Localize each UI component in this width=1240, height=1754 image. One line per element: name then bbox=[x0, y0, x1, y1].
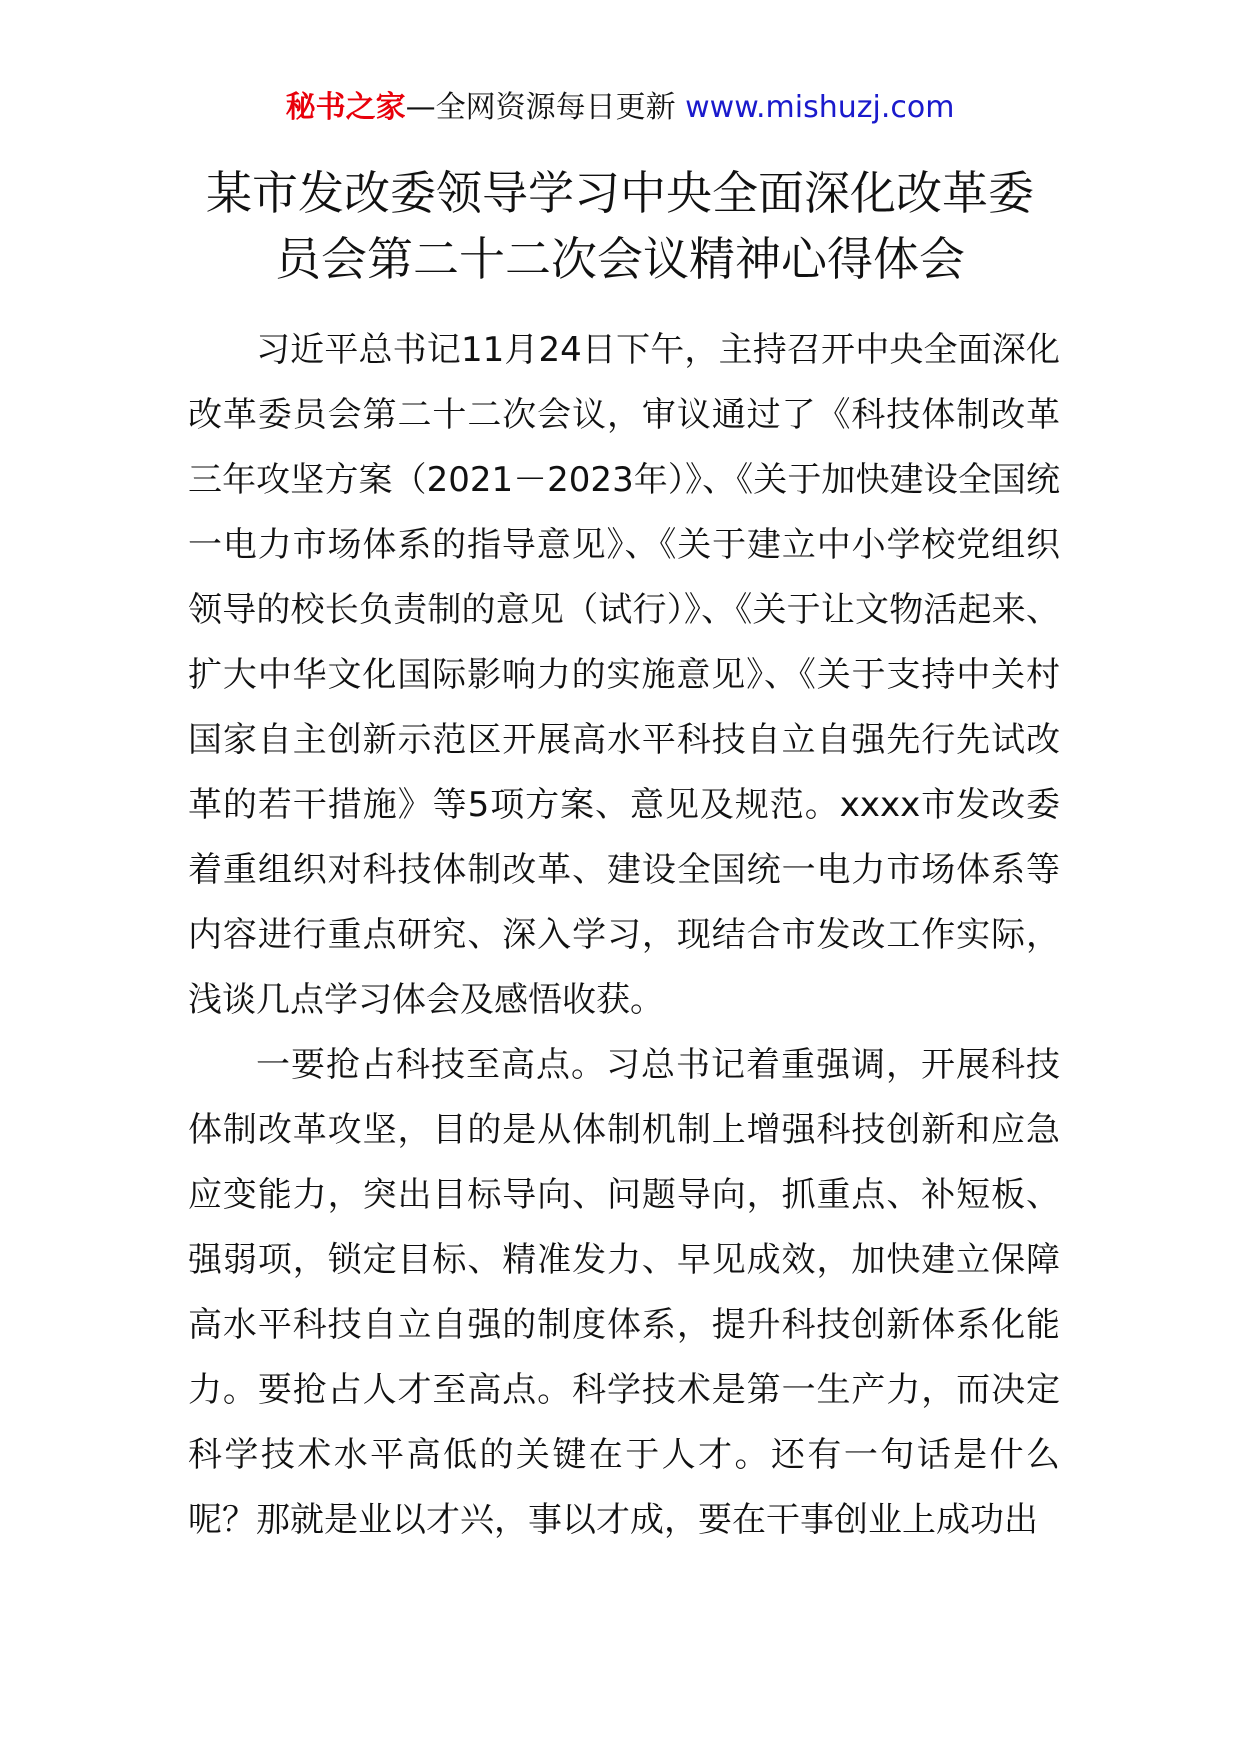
site-header bbox=[0, 88, 1240, 128]
site-brand: 秘书之家 bbox=[285, 90, 406, 125]
title-line-2: 员会第二十二次会议精神心得体会 bbox=[275, 232, 965, 286]
title-line-1: 某市发改委领导学习中央全面深化改革委 bbox=[206, 166, 1034, 220]
site-tagline: —全网资源每日更新 bbox=[405, 90, 686, 125]
document-title bbox=[0, 160, 1240, 292]
paragraph-point-one: 一要抢占科技至高点。习总书记着重强调，开展科技体制改革攻坚，目的是从体制机制上增强科技创新和应急应变能力，突出目标导向、问题导向，抓重点、补短板、强弱项，锁定目标、精准发力、早见成效，加快建立保障高水平科技自立自强的制度体系，提升科技创新体系化能力。要抢占人才至高点。科学技术是第一生产力，而决定科学技术水平高低的关键在于人才。还有一句话是什么呢？那就是业以才兴，事以才成，要在干事创业上成功出 bbox=[188, 1045, 1060, 1540]
document-body bbox=[188, 318, 1060, 1553]
site-url-link[interactable]: www.mishuzj.com bbox=[685, 90, 955, 125]
paragraph-intro: 习近平总书记11月24日下午，主持召开中央全面深化改革委员会第二十二次会议，审议通过了《科技体制改革三年攻坚方案（2021－2023年）》、《关于加快建设全国统一电力市场体系的指导意见》、《关于建立中小学校党组织领导的校长负责制的意见（试行）》、《关于让文物活起来、扩大中华文化国际影响力的实施意见》、《关于支持中关村国家自主创新示范区开展高水平科技自立自强先行先试改革的若干措施》等5项方案、意见及规范。xxxx市发改委着重组织对科技体制改革、建设全国统一电力市场体系等内容进行重点研究、深入学习，现结合市发改工作实际，浅谈几点学习体会及感悟收获。 bbox=[188, 330, 1060, 1020]
